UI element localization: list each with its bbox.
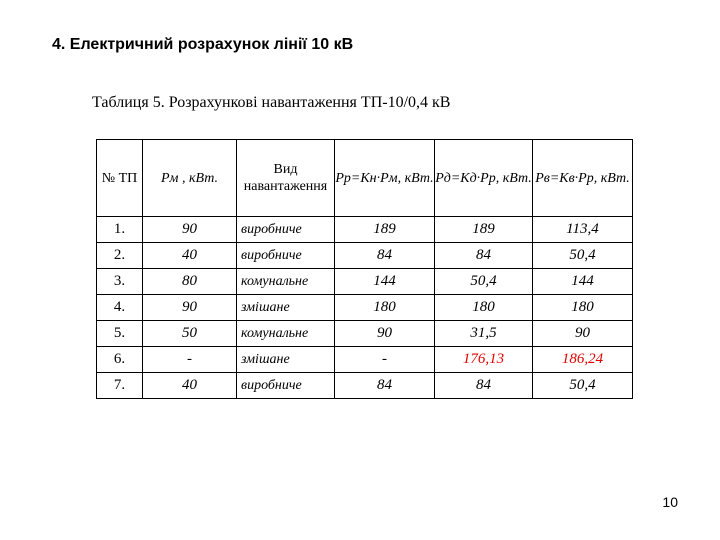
- cell-kind: виробниче: [237, 217, 335, 243]
- header-pv: Pв=Кв·Pр, кВт.: [533, 140, 633, 217]
- cell-no: 7.: [97, 373, 143, 399]
- cell-pr: 180: [335, 295, 435, 321]
- cell-no: 6.: [97, 347, 143, 373]
- cell-no: 3.: [97, 269, 143, 295]
- header-pr: Pр=Кн·Pм, кВт.: [335, 140, 435, 217]
- cell-pd: 84: [435, 243, 533, 269]
- cell-pv: 50,4: [533, 243, 633, 269]
- cell-pm: 50: [143, 321, 237, 347]
- cell-no: 2.: [97, 243, 143, 269]
- cell-pv: 50,4: [533, 373, 633, 399]
- table-row: [97, 321, 633, 347]
- cell-no: 4.: [97, 295, 143, 321]
- cell-no: 1.: [97, 217, 143, 243]
- cell-pm: 40: [143, 373, 237, 399]
- cell-kind: виробниче: [237, 373, 335, 399]
- cell-pv: 180: [533, 295, 633, 321]
- table-caption: Таблиця 5. Розрахункові навантаження ТП-10/0,4 кВ: [92, 94, 451, 111]
- cell-pr: -: [335, 347, 435, 373]
- cell-pr: 84: [335, 373, 435, 399]
- cell-pd: 189: [435, 217, 533, 243]
- loads-table: [96, 139, 633, 399]
- header-pm: Pм , кВт.: [143, 140, 237, 217]
- cell-pm: 80: [143, 269, 237, 295]
- cell-pr: 189: [335, 217, 435, 243]
- cell-pv: 90: [533, 321, 633, 347]
- header-tp-number: № ТП: [97, 140, 143, 217]
- cell-pv: 113,4: [533, 217, 633, 243]
- cell-kind: комунальне: [237, 321, 335, 347]
- cell-pd: 31,5: [435, 321, 533, 347]
- table-row: [97, 347, 633, 373]
- cell-pr: 90: [335, 321, 435, 347]
- cell-pv: 144: [533, 269, 633, 295]
- cell-kind: комунальне: [237, 269, 335, 295]
- table-row: [97, 217, 633, 243]
- cell-pm: -: [143, 347, 237, 373]
- section-heading: 4. Електричний розрахунок лінії 10 кВ: [52, 36, 354, 53]
- table-row: [97, 269, 633, 295]
- table-row: [97, 243, 633, 269]
- cell-no: 5.: [97, 321, 143, 347]
- table-row: [97, 373, 633, 399]
- cell-pv-highlighted: 186,24: [533, 347, 633, 373]
- cell-pm: 90: [143, 295, 237, 321]
- cell-kind: змішане: [237, 347, 335, 373]
- header-pd: Pд=Кд·Pр, кВт.: [435, 140, 533, 217]
- cell-pd: 50,4: [435, 269, 533, 295]
- cell-pm: 40: [143, 243, 237, 269]
- table-header-row: [97, 140, 633, 217]
- cell-kind: змішане: [237, 295, 335, 321]
- cell-pd-highlighted: 176,13: [435, 347, 533, 373]
- cell-pd: 84: [435, 373, 533, 399]
- cell-kind: виробниче: [237, 243, 335, 269]
- header-load-kind: Вид навантаження: [237, 140, 335, 217]
- cell-pd: 180: [435, 295, 533, 321]
- cell-pm: 90: [143, 217, 237, 243]
- table-row: [97, 295, 633, 321]
- cell-pr: 84: [335, 243, 435, 269]
- cell-pr: 144: [335, 269, 435, 295]
- page-number: 10: [662, 494, 678, 510]
